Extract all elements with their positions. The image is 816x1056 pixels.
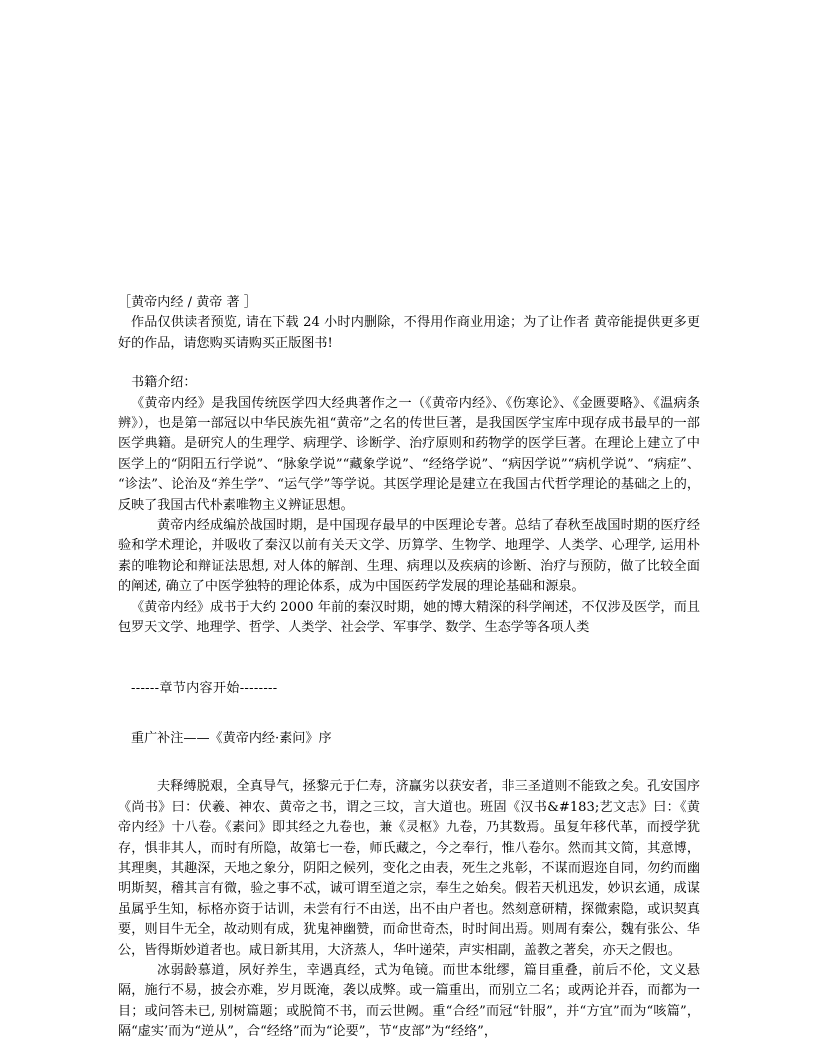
text-block [118, 293, 700, 1043]
intro-paragraph-1: 《黄帝内经》是我国传统医学四大经典著作之一（《黄帝内经》、《伤寒论》、《金匮要略》、《温病条辨》），也是第一部冠以中华民族先祖“黄帝”之名的传世巨著，是我国医学宝库中现存成书最早的一部医学典籍。是研究人的生理学、病理学、诊断学、治疗原则和药物学的医学巨著。在理论上建立了中医学上的“阴阳五行学说”、“脉象学说”“藏象学说”、“经络学说”、“病因学说”“病机学说”、“病症”、“诊法”、论治及“养生学”、“运气学”等学说。其医学理论是建立在我国古代哲学理论的基础之上的，反映了我国古代朴素唯物主义辨证思想。 [118, 395, 700, 513]
intro-label: 书籍介绍： [131, 375, 197, 391]
chapter-start-divider: ------章节内容开始-------- [131, 680, 278, 696]
copyright-notice: 作品仅供读者预览, 请在下载 24 小时内删除，不得用作商业用途；为了让作者 黄帝能提供更多更好的作品，请您购买请购买正版图书! [118, 315, 700, 351]
intro-paragraph-2: 黄帝内经成编於战国时期，是中国现存最早的中医理论专著。总结了春秋至战国时期的医疗经验和学术理论，并吸收了秦汉以前有关天文学、历算学、生物学、地理学、人类学、心理学, 运用朴素的唯物论和辩证法思想, 对人体的解剖、生理、病理以及疾病的诊断、治疗与预防，做了比较全面的阐述, 确立了中医学独特的理论体系，成为中国医药学发展的理论基础和源泉。 [118, 518, 700, 595]
section-heading: 重广补注——《黄帝内经·素问》序 [131, 730, 332, 746]
body-paragraph-1: 夫释缚脱艰，全真导气，拯黎元于仁寿，济赢劣以获安者，非三圣道则不能致之矣。孔安国序《尚书》曰：伏羲、神农、黄帝之书，谓之三坟，言大道也。班固《汉书&#183;艺文志》曰：《黄帝内经》十八卷。《素问》即其经之九卷也，兼《灵枢》九卷，乃其数焉。虽复年移代革，而授学犹存，惧非其人，而时有所隐，故第七一卷，师氏藏之，今之奉行，惟八卷尔。然而其文简，其意博，其理奥，其趣深，天地之象分，阴阳之候列，变化之由表，死生之兆彰，不谋而遐迩自同，勿约而幽明斯契，稽其言有微，验之事不忒，诚可谓至道之宗，奉生之始矣。假若天机迅发，妙识玄通，成谋虽属乎生知，标格亦资于诂训，未尝有行不由送，出不由户者也。然刻意研精，探微索隐，或识契真要，则目牛无全，故动则有成，犹鬼神幽赞，而命世奇杰，时时间出焉。则周有秦公，魏有张公、华公，皆得斯妙道者也。咸日新其用，大济蒸人，华叶递荣，声实相副，盖教之著矣，亦天之假也。 [118, 779, 700, 958]
intro-paragraph-3: 《黄帝内经》成书于大约 2000 年前的秦汉时期，她的博大精深的科学阐述，不仅涉及医学，而且包罗天文学、地理学、哲学、人类学、社会学、军事学、数学、生态学等各项人类 [118, 599, 700, 636]
body-paragraph-2: 冰弱龄慕道，夙好养生，幸遇真经，式为龟镜。而世本纰缪，篇目重叠，前后不伦，文义悬隔，施行不易，披会亦难，岁月既淹，袭以成弊。或一篇重出，而别立二名；或两论并吞，而都为一目；或问答未已, 别树篇题；或脱简不书，而云世阙。重“合经”而冠“针服”，并“方宜”而为“咳篇”，隔“虚实’而为“逆从”，合“经络”而为“论要”，节“皮部”为“经络”， [118, 962, 700, 1040]
book-title-line: ［黄帝内经 / 黄帝 著 ］ [118, 295, 257, 310]
